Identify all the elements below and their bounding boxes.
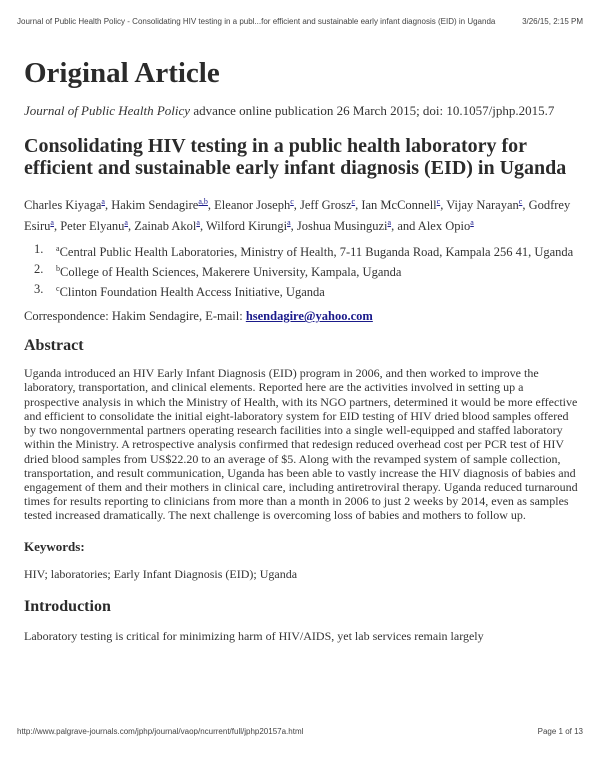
author (446, 198, 528, 212)
abstract-heading: Abstract (24, 337, 84, 355)
author-affiliation-link[interactable]: a,b (198, 197, 208, 206)
author-affiliation-link[interactable]: a (101, 197, 105, 206)
author-separator: , (127, 219, 135, 234)
author-affiliation-link[interactable]: a (287, 218, 291, 228)
author-list (24, 193, 580, 235)
affiliation-number: 3. (34, 281, 44, 296)
affiliation-number: 2. (34, 261, 44, 276)
keywords-text: HIV; laboratories; Early Infant Diagnosis (EID); Uganda (24, 566, 298, 581)
affiliation-text: Central Public Health Laboratories, Ministry of Health, 7-11 Buganda Road, Kampala 256 41, Uganda (59, 245, 574, 260)
article-type-heading: Original Article (24, 57, 220, 89)
author-name: Joshua Musinguzi (296, 219, 388, 234)
author-name: Vijay Narayan (446, 198, 519, 213)
author (206, 219, 297, 233)
affiliation-text: College of Health Sciences, Makerere University, Kampala, Uganda (60, 265, 402, 280)
affiliation-item (34, 261, 580, 281)
abstract-text: Uganda introduced an HIV Early Infant Diagnosis (EID) program in 2006, and then worked to improve the laboratory, transportation, and clinical elements. Reported here are the activities involved in setting up a prospective analysis in which the Ministry of Health, with its NGO partners, determined it would be more effective and efficient to consolidate the initial eight-laboratory system for EID testing of HIV dried blood samples offered by two nongovernmental partners operating research facilities into a single well-equipped and staffed laboratory within the Ministry. A retrospective analysis confirmed that redesign reduced overhead cost per PCR test of HIV dried blood samples from US$22.20 to an average of $5. Along with the revamped system of sample collection, transportation, and result communication, Uganda has been able to vastly increase the HIV diagnosis of babies and engagement of them and their mothers in clinical care, including antiretroviral therapy. Uganda reduced turnaround times for results reporting to clinicians from more than a month in 2006 to just 2 weeks by 2014, even as samples tested increased dramatically. The next challenge is overcoming loss of babies and mothers to follow up. (24, 366, 578, 523)
author-affiliation-link[interactable]: a (470, 218, 474, 228)
print-header-title: Journal of Public Health Policy - Consolidating HIV testing in a publ...for efficient and sustainable early infant diagnosis (EID) in Uganda (17, 17, 496, 26)
author-name: Alex Opio (417, 219, 471, 234)
author (361, 198, 446, 212)
print-footer-url: http://www.palgrave-journals.com/jphp/journal/vaop/ncurrent/full/jphp20157a.html (17, 727, 304, 736)
author-separator: , (293, 198, 301, 213)
author-affiliation-link[interactable]: a (50, 218, 54, 228)
author-name: Hakim Sendagire (111, 198, 199, 213)
publication-details: advance online publication 26 March 2015; doi: 10.1057/jphp.2015.7 (190, 103, 555, 118)
author-separator: , (199, 219, 206, 234)
keywords-heading: Keywords: (24, 538, 85, 554)
author (214, 198, 300, 212)
author-affiliation-link[interactable]: a (196, 218, 200, 228)
print-footer (17, 727, 583, 736)
author-separator: , (53, 219, 61, 234)
author-separator: , (104, 198, 112, 213)
author-name: Peter Elyanu (60, 219, 125, 234)
author-separator: , (207, 198, 215, 213)
author (60, 219, 134, 233)
affiliation-list (24, 241, 580, 300)
author-separator: , (355, 198, 362, 213)
author-name: Godfrey Esiru (24, 198, 571, 234)
author-name: Wilford Kirungi (205, 219, 288, 234)
author-name: Charles Kiyaga (24, 198, 102, 213)
author-name: Eleanor Joseph (214, 198, 291, 213)
author-affiliation-link[interactable]: c (351, 197, 356, 206)
author-separator: , (290, 219, 297, 234)
author (24, 198, 111, 212)
affiliation-text: Clinton Foundation Health Access Initiative, Uganda (59, 284, 325, 299)
journal-name: Journal of Public Health Policy (24, 103, 191, 118)
correspondence-label: Correspondence: Hakim Sendagire, E-mail: (24, 309, 246, 324)
affiliation-number: 1. (34, 242, 44, 257)
correspondence-email-link[interactable]: hsendagire@yahoo.com (245, 309, 373, 324)
print-header-datetime: 3/26/15, 2:15 PM (522, 17, 583, 26)
author-separator: , (522, 198, 529, 213)
author (297, 219, 418, 233)
affiliation-marker: a (56, 244, 60, 254)
article-title: Consolidating HIV testing in a public health laboratory for efficient and sustainable early infant diagnosis (EID) in Uganda (24, 135, 567, 179)
author-separator: , (440, 198, 447, 213)
author-affiliation-link[interactable]: c (290, 197, 294, 206)
author-affiliation-link[interactable]: a (387, 218, 392, 228)
affiliation-marker: c (56, 283, 60, 293)
author (134, 219, 206, 233)
affiliation-marker: b (56, 263, 60, 273)
affiliation-item (34, 241, 580, 261)
author (418, 219, 474, 233)
author-separator: , and (391, 219, 418, 234)
author-affiliation-link[interactable]: c (436, 197, 441, 206)
author-name: Jeff Grosz (300, 198, 352, 213)
author (300, 198, 361, 212)
author (111, 198, 214, 212)
author-affiliation-link[interactable]: c (518, 197, 523, 206)
author-name: Ian McConnell (361, 198, 437, 213)
affiliation-item (34, 281, 580, 301)
article-content (24, 54, 580, 643)
author-name: Zainab Akol (134, 219, 197, 234)
print-header (17, 17, 583, 26)
print-footer-page: Page 1 of 13 (537, 727, 583, 736)
correspondence (24, 309, 580, 324)
author-affiliation-link[interactable]: a (124, 218, 128, 228)
introduction-heading: Introduction (24, 597, 111, 615)
introduction-text: Laboratory testing is critical for minimizing harm of HIV/AIDS, yet lab services remain largely (24, 628, 484, 643)
publication-line (24, 102, 580, 119)
